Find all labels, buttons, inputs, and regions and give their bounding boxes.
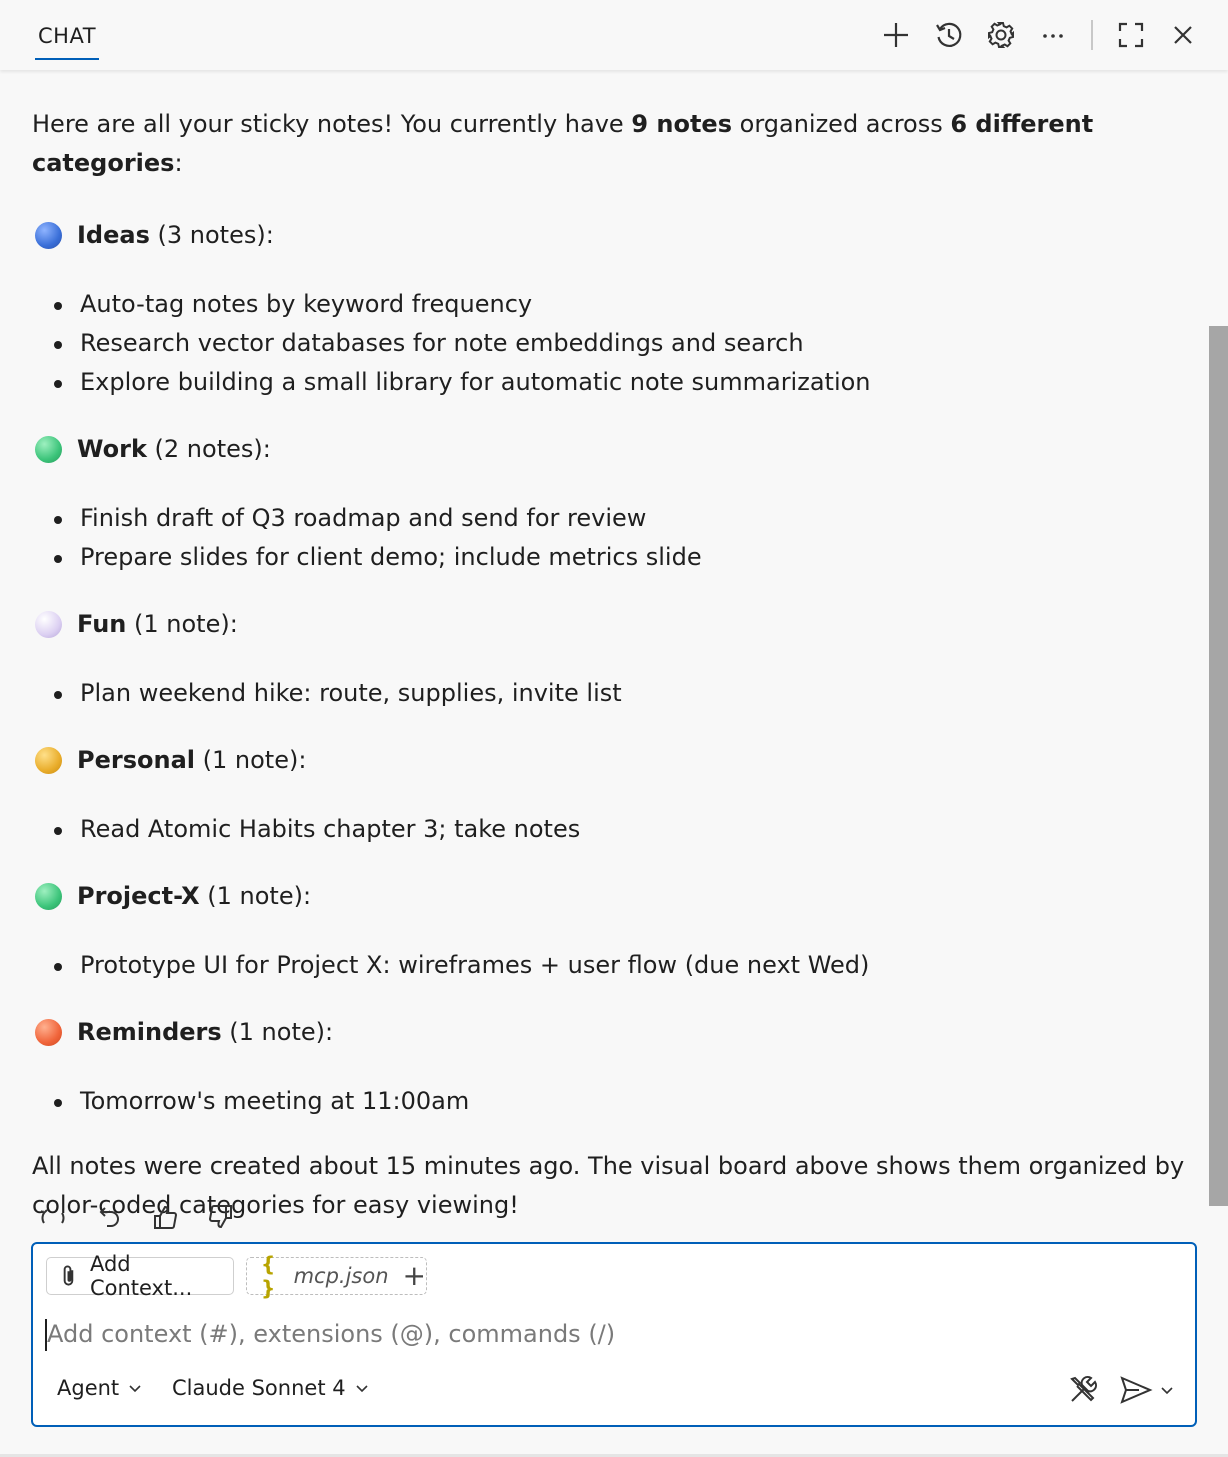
- assistant-message: [32, 105, 1192, 1249]
- category-count: (1 note):: [134, 609, 238, 638]
- list-item: Auto-tag notes by keyword frequency: [32, 285, 1192, 324]
- category-name: Reminders: [77, 1017, 222, 1046]
- category-work: [32, 429, 1192, 577]
- json-file-icon: { }: [261, 1252, 276, 1300]
- category-ideas: [32, 215, 1192, 402]
- category-count: (1 note):: [229, 1017, 334, 1046]
- close-icon[interactable]: [1164, 16, 1202, 54]
- lavender-circle-icon: [35, 611, 62, 638]
- category-personal: [32, 740, 1192, 849]
- chevron-down-icon: [127, 1380, 143, 1396]
- category-name: Ideas: [77, 220, 150, 249]
- list-item: Tomorrow's meeting at 11:00am: [32, 1082, 1192, 1121]
- list-item: Prepare slides for client demo; include metrics slide: [32, 538, 1192, 577]
- context-file-chip[interactable]: [246, 1252, 427, 1300]
- context-file-name: mcp.json: [293, 1264, 389, 1288]
- chevron-down-icon: [354, 1380, 370, 1396]
- mode-label: Agent: [57, 1376, 120, 1400]
- green-circle-icon: [35, 883, 62, 910]
- plus-icon[interactable]: [877, 16, 915, 54]
- green-circle-icon: [35, 436, 62, 463]
- orange-circle-icon: [35, 1019, 62, 1046]
- list-item: Finish draft of Q3 roadmap and send for review: [32, 499, 1192, 538]
- tools-icon[interactable]: [1067, 1374, 1099, 1406]
- message-intro: Here are all your sticky notes! You currently have 9 notes organized across 6 different categories:: [32, 110, 1094, 177]
- chevron-down-icon[interactable]: [1159, 1382, 1175, 1398]
- retry-icon[interactable]: [38, 1202, 68, 1232]
- add-context-label: Add Context...: [89, 1252, 193, 1300]
- list-item: Plan weekend hike: route, supplies, invite list: [32, 674, 1192, 713]
- thumbs-down-icon[interactable]: [206, 1202, 236, 1232]
- add-context-button[interactable]: [46, 1252, 234, 1300]
- list-item: Research vector databases for note embeddings and search: [32, 324, 1192, 363]
- category-name: Personal: [77, 745, 195, 774]
- category-count: (3 notes):: [157, 220, 274, 249]
- model-label: Claude Sonnet 4: [172, 1376, 346, 1400]
- message-closing: All notes were created about 15 minutes ago. The visual board above shows them organized by color-coded categories for easy viewing!: [32, 1152, 1185, 1219]
- scrollbar-thumb[interactable]: [1209, 326, 1228, 1206]
- blue-circle-icon: [35, 222, 62, 249]
- list-item: Prototype UI for Project X: wireframes + user flow (due next Wed): [32, 946, 1192, 985]
- category-name: Project-X: [77, 881, 200, 910]
- gear-icon[interactable]: [982, 16, 1020, 54]
- header-divider: [1091, 20, 1093, 50]
- chat-input-placeholder[interactable]: Add context (#), extensions (@), commands (/): [47, 1320, 616, 1348]
- category-fun: [32, 604, 1192, 713]
- history-icon[interactable]: [930, 16, 968, 54]
- category-reminders: [32, 1012, 1192, 1121]
- category-name: Work: [77, 434, 147, 463]
- chat-header: [0, 0, 1228, 70]
- category-count: (1 note):: [202, 745, 307, 774]
- list-item: Explore building a small library for automatic note summarization: [32, 363, 1192, 402]
- thumbs-up-icon[interactable]: [150, 1202, 180, 1232]
- tab-chat[interactable]: CHAT: [35, 22, 99, 60]
- category-name: Fun: [77, 609, 127, 638]
- chat-input-box[interactable]: [31, 1242, 1197, 1427]
- paperclip-icon: [57, 1263, 80, 1289]
- mode-dropdown[interactable]: [57, 1376, 143, 1400]
- more-icon[interactable]: [1034, 16, 1072, 54]
- category-count: (2 notes):: [154, 434, 271, 463]
- add-file-icon[interactable]: +: [402, 1259, 426, 1292]
- model-dropdown[interactable]: [172, 1376, 370, 1400]
- yellow-circle-icon: [35, 747, 62, 774]
- list-item: Read Atomic Habits chapter 3; take notes: [32, 810, 1192, 849]
- message-actions: [38, 1202, 236, 1232]
- maximize-icon[interactable]: [1112, 16, 1150, 54]
- undo-icon[interactable]: [94, 1202, 124, 1232]
- category-project-x: [32, 876, 1192, 985]
- send-icon[interactable]: [1119, 1374, 1153, 1406]
- category-count: (1 note):: [207, 881, 312, 910]
